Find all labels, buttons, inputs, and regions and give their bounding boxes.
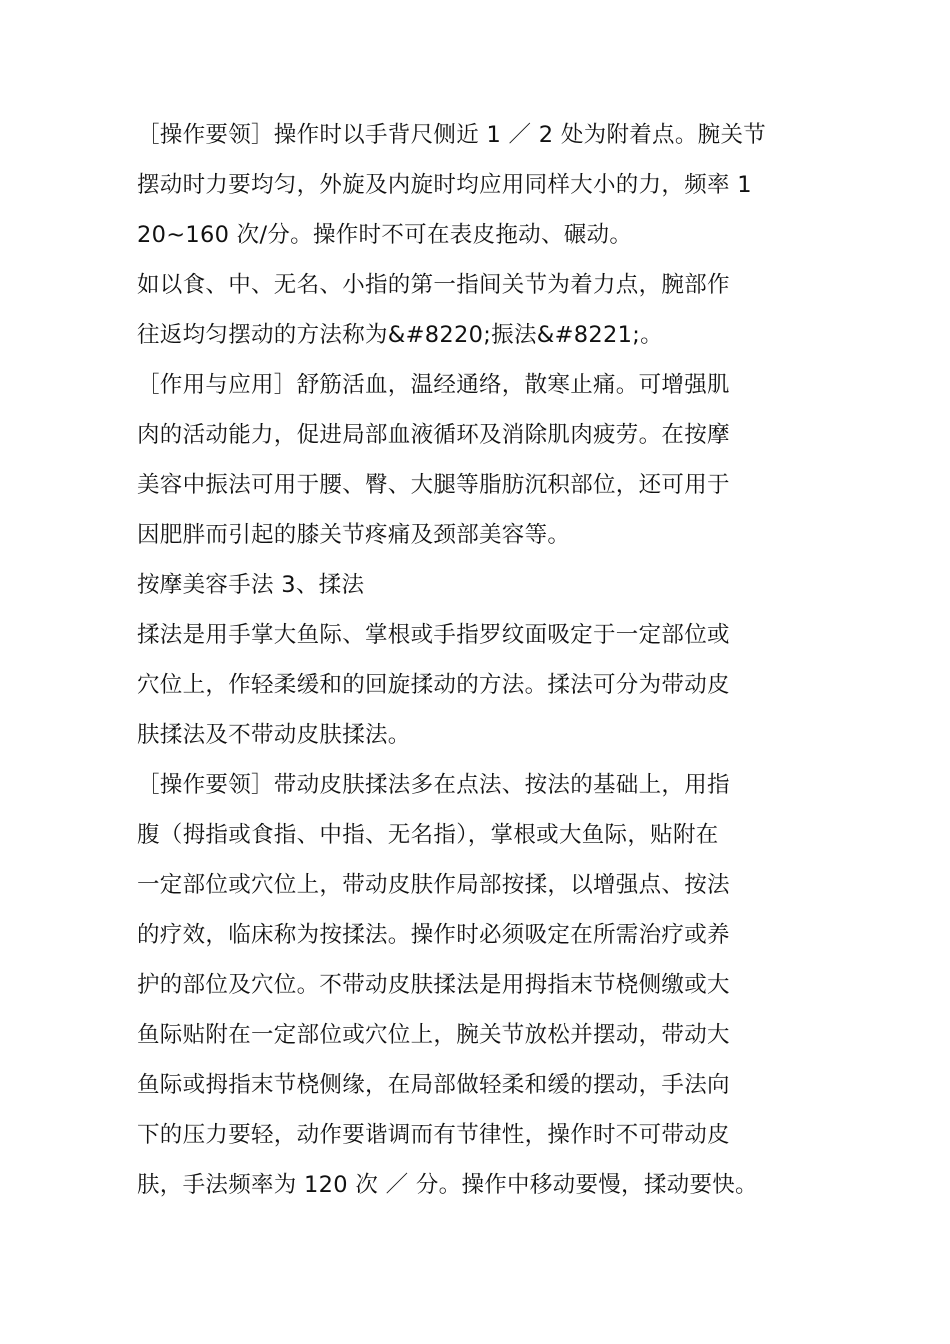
text-line: 因肥胖而引起的膝关节疼痛及颈部美容等。 bbox=[137, 522, 571, 548]
text-line: ［作用与应用］舒筋活血，温经通络，散寒止痛。可增强肌 bbox=[137, 372, 730, 398]
text-line: 如以食、中、无名、小指的第一指间关节为着力点，腕部作 bbox=[137, 272, 730, 298]
text-line: 肉的活动能力，促进局部血液循环及消除肌肉疲劳。在按摩 bbox=[137, 422, 730, 448]
section-heading: 按摩美容手法 3、揉法 bbox=[137, 572, 365, 598]
text-line: 肤揉法及不带动皮肤揉法。 bbox=[137, 722, 411, 748]
text-line: 一定部位或穴位上，带动皮肤作局部按揉，以增强点、按法 bbox=[137, 872, 730, 898]
text-line: 鱼际贴附在一定部位或穴位上，腕关节放松并摆动，带动大 bbox=[137, 1022, 730, 1048]
body-text bbox=[137, 110, 787, 1210]
text-line: 护的部位及穴位。不带动皮肤揉法是用拇指末节桡侧缴或大 bbox=[137, 972, 730, 998]
text-line: 美容中振法可用于腰、臀、大腿等脂肪沉积部位，还可用于 bbox=[137, 472, 730, 498]
text-line: 20~160 次/分。操作时不可在表皮拖动、碾动。 bbox=[137, 222, 633, 248]
text-line: 往返均匀摆动的方法称为&#8220;振法&#8221;。 bbox=[137, 322, 663, 348]
text-line: 下的压力要轻，动作要谐调而有节律性，操作时不可带动皮 bbox=[137, 1122, 730, 1148]
text-line: ［操作要领］操作时以手背尺侧近 1 ／ 2 处为附着点。腕关节 bbox=[137, 122, 767, 148]
text-line: 腹（拇指或食指、中指、无名指），掌根或大鱼际，贴附在 bbox=[137, 822, 719, 848]
text-line: 的疗效，临床称为按揉法。操作时必须吸定在所需治疗或养 bbox=[137, 922, 730, 948]
text-line: 摆动时力要均匀，外旋及内旋时均应用同样大小的力，频率 1 bbox=[137, 172, 752, 198]
text-line: 穴位上，作轻柔缓和的回旋揉动的方法。揉法可分为带动皮 bbox=[137, 672, 730, 698]
text-line: ［操作要领］带动皮肤揉法多在点法、按法的基础上，用指 bbox=[137, 772, 730, 798]
text-line: 揉法是用手掌大鱼际、掌根或手指罗纹面吸定于一定部位或 bbox=[137, 622, 730, 648]
text-line: 鱼际或拇指末节桡侧缘，在局部做轻柔和缓的摆动，手法向 bbox=[137, 1072, 730, 1098]
text-line: 肤，手法频率为 120 次 ／ 分。操作中移动要慢，揉动要快。 bbox=[137, 1172, 758, 1198]
